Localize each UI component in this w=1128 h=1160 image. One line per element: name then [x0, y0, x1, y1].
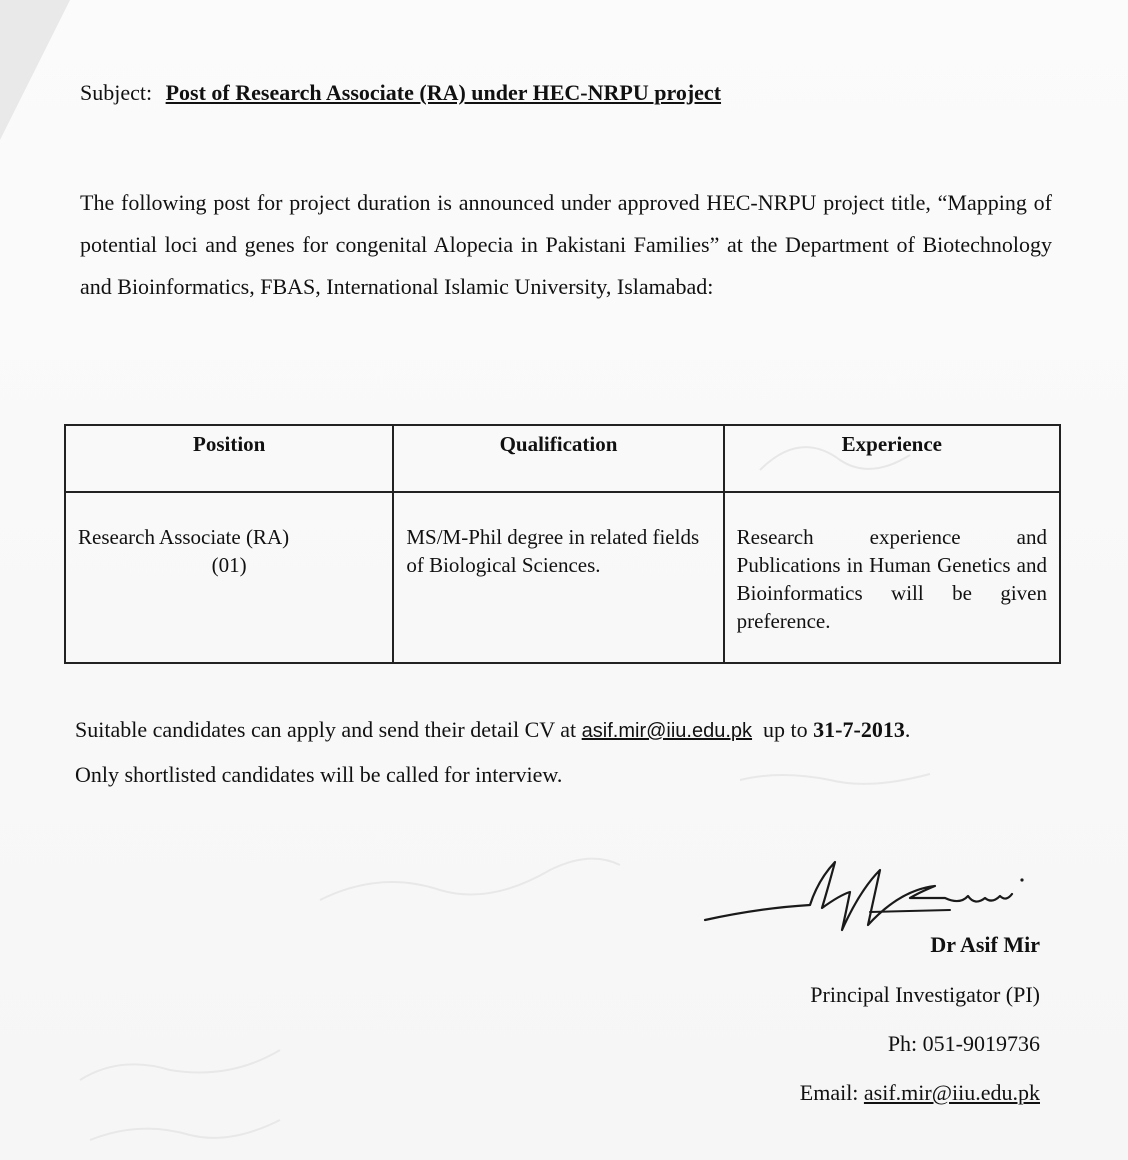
signatory-phone: Ph: 051-9019736 [887, 1031, 1040, 1056]
apply-upto-text: up to [763, 717, 808, 742]
signatory-email-label: Email: [799, 1080, 859, 1105]
header-experience: Experience [724, 425, 1060, 492]
apply-text: Suitable candidates can apply and send their detail CV at [75, 717, 577, 742]
experience-cell: Research experience and Publications in Human Genetics and Bioinformatics will be given preference. [724, 492, 1060, 663]
qualification-cell: MS/M-Phil degree in related fields of Biological Sciences. [393, 492, 723, 663]
signatory-block [800, 933, 1040, 1130]
apply-period: . [904, 717, 911, 742]
vacancy-table [64, 424, 1061, 664]
position-name: Research Associate (RA) [78, 525, 290, 549]
table-row [65, 492, 1060, 663]
position-cell [65, 492, 393, 663]
signatory-designation: Principal Investigator (PI) [810, 982, 1040, 1007]
application-instructions [75, 708, 1055, 797]
header-position: Position [65, 425, 393, 492]
apply-email-link[interactable]: asif.mir@iiu.edu.pk [581, 720, 753, 742]
signatory-email-link[interactable]: asif.mir@iiu.edu.pk [863, 1080, 1040, 1105]
handwritten-signature [700, 850, 1030, 945]
intro-paragraph: The following post for project duration is announced under approved HEC-NRPU project title, “Mapping of potential loci and genes for congenital Alopecia in Pakistani Families” at the Department of Biotechnology and Bioinformatics, FBAS, International Islamic University, Islamabad: [80, 190, 1052, 299]
position-count: (01) [211, 553, 247, 577]
table-header-row [65, 425, 1060, 492]
subject-line [80, 80, 721, 106]
subject-title: Post of Research Associate (RA) under HEC-NRPU project [165, 80, 722, 105]
header-qualification: Qualification [393, 425, 723, 492]
signatory-email-line [800, 1081, 1040, 1105]
signatory-name: Dr Asif Mir [930, 932, 1040, 957]
shortlist-note: Only shortlisted candidates will be called for interview. [75, 762, 563, 787]
deadline-date: 31-7-2013 [813, 717, 905, 742]
subject-label: Subject: [80, 80, 153, 105]
